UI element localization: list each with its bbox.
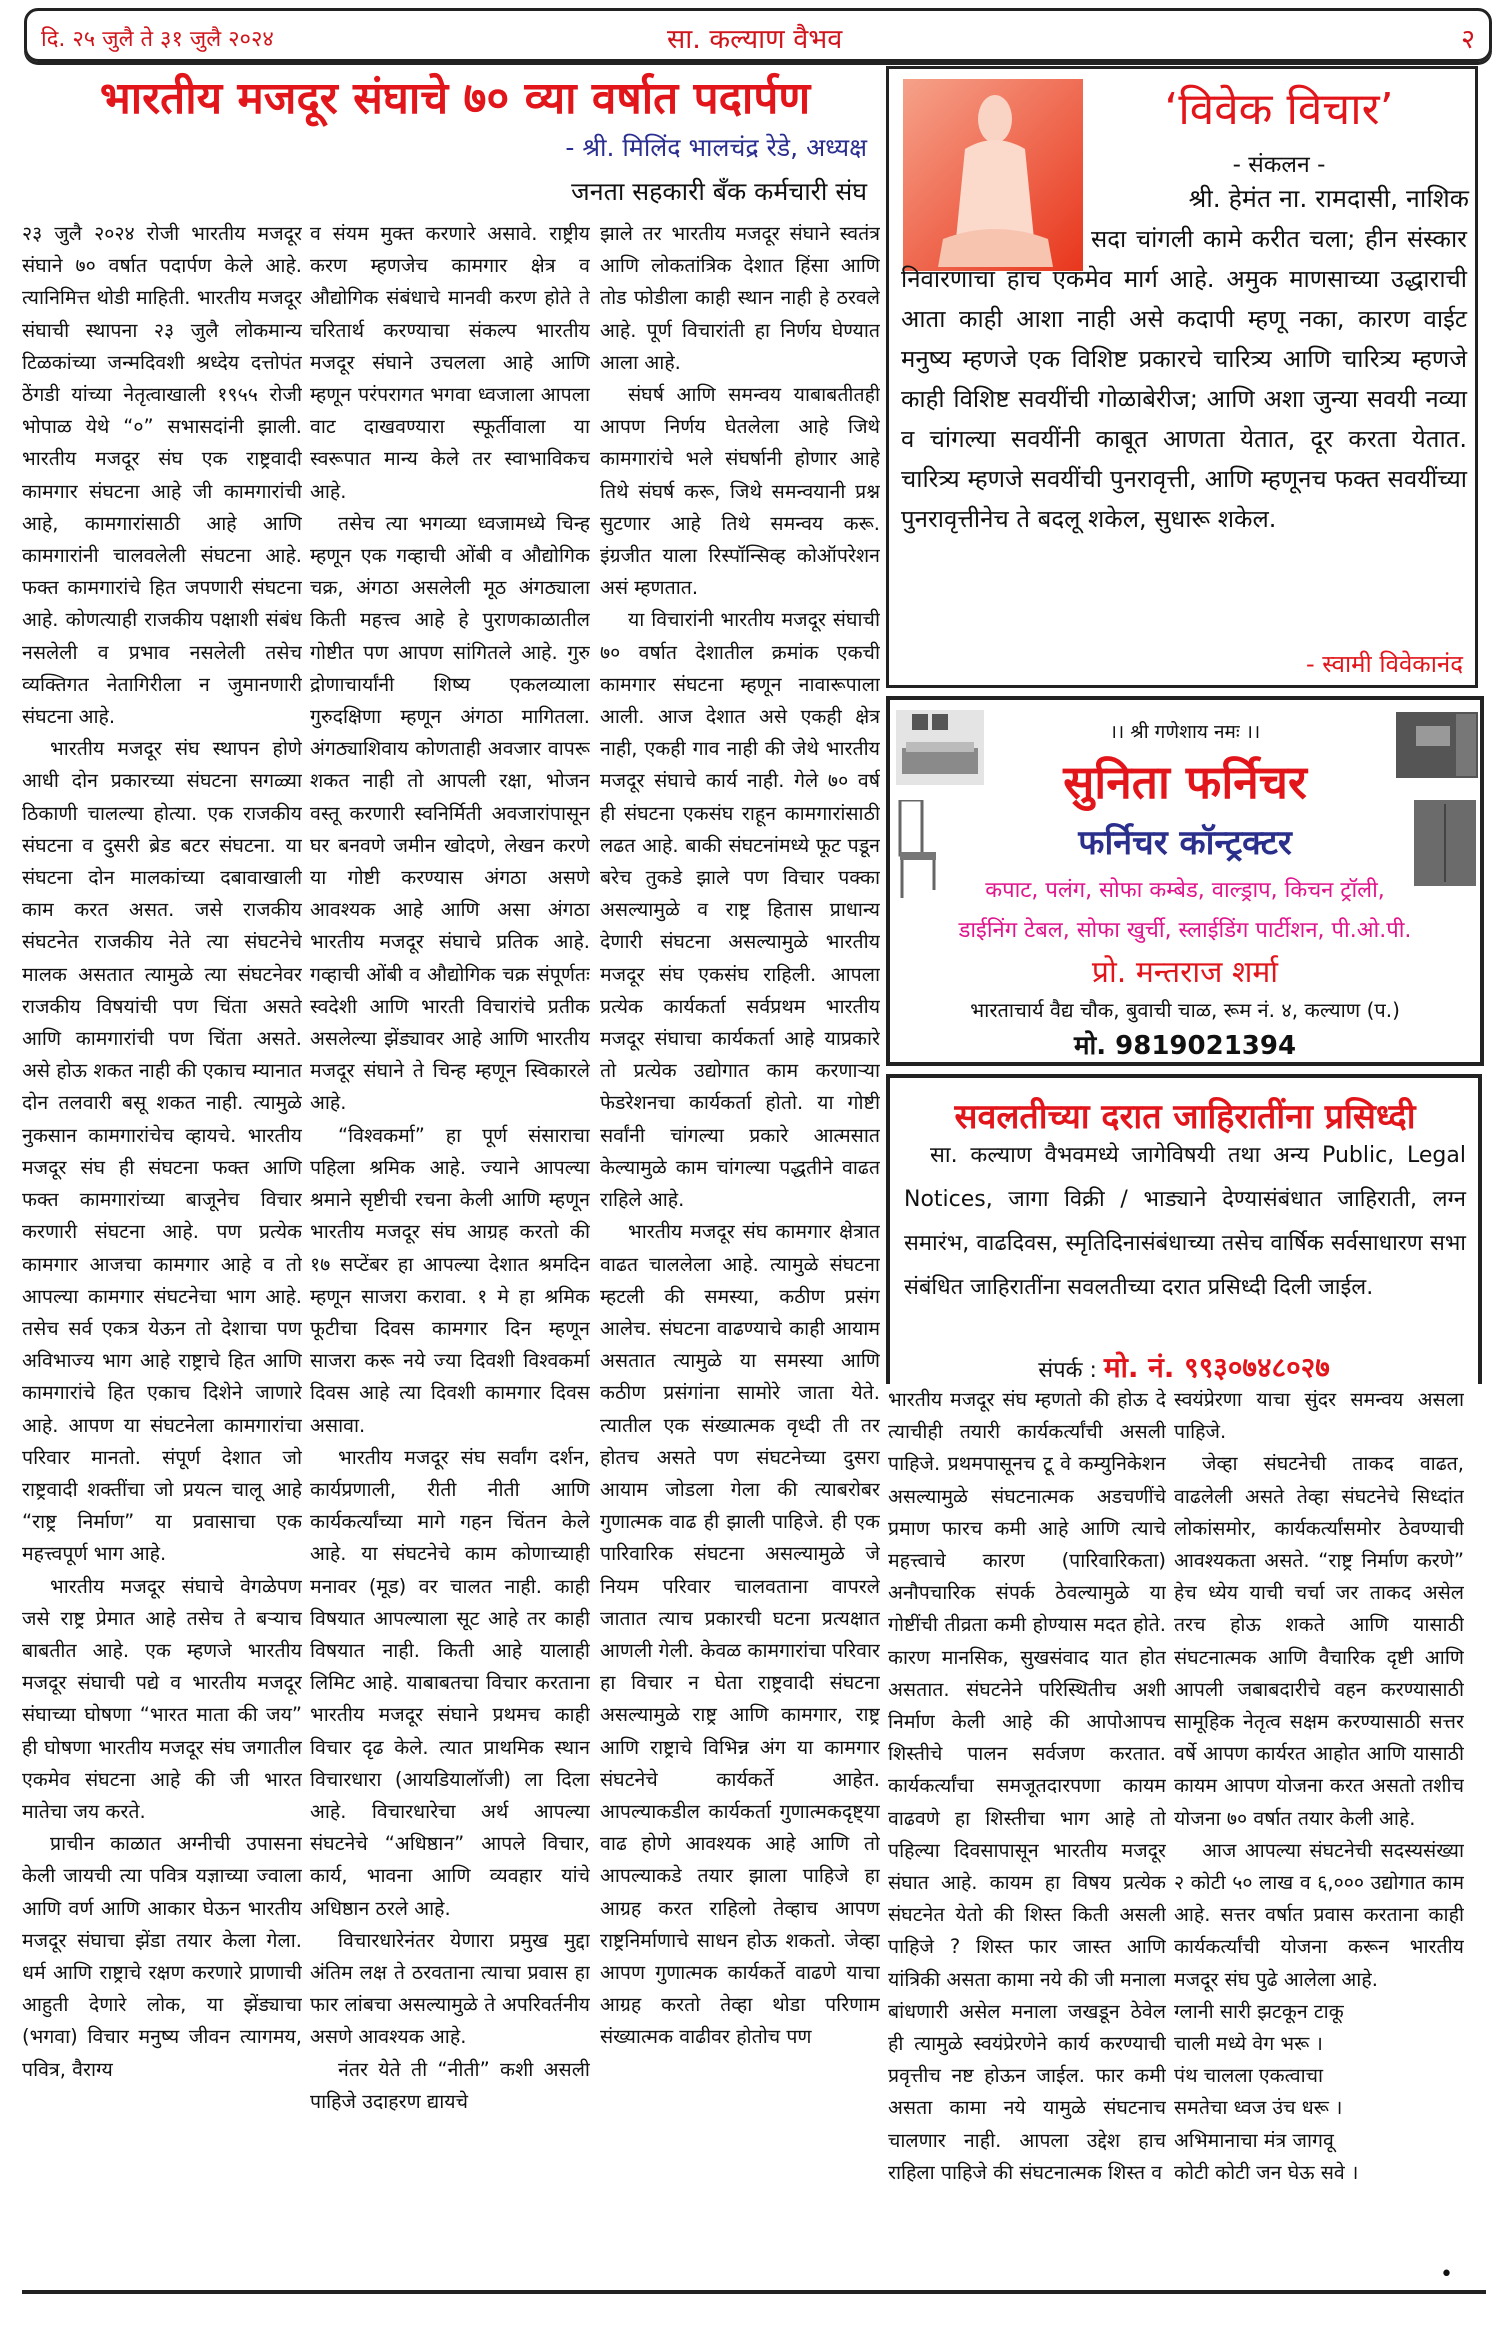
ad-rates-body: सा. कल्याण वैभवमध्ये जागेविषयी तथा अन्य Public, Legal Notices, जागा विक्री / भाड्याने देण्यासंबंधात जाहिराती, लग्न समारंभ, वाढदिवस, स्मृतिदिनासंबंधाच्या तसेच वार्षिक सर्वसाधारण सभा संबंधित जाहिरातींना सवलतीच्या दरात प्रसिध्दी दिली जाईल. [904,1143,1466,1300]
paragraph: भारतीय मजदूर संघ सर्वांग दर्शन, कार्यप्रणाली, रीती नीती आणि कार्यकर्त्यांच्या मागे गहन चिंतन केले आहे. या संघटनेचे काम कोणाच्याही मनावर (मूड) वर चालत नाही. काही विषयात आपल्याला सूट आहे तर काही विषयात नाही. किती आहे यालाही लिमिट आहे. याबाबतचा विचार करताना भारतीय मजदूर संघाने प्रथमच काही विचार दृढ केले. त्यात प्राथमिक स्थान विचारधारा (आयडियालॉजी) ला दिला आहे. विचारधारेचा अर्थ आपल्या संघटनेचे “अधिष्ठान” आपले विचार, कार्य, भावना आणि व्यवहार यांचे अधिष्ठान ठरले आहे. [310,1445,590,1920]
quote-signature: - स्वामी विवेकानंद [1306,650,1463,678]
paragraph: आज आपल्या संघटनेची सदस्यसंख्या २ कोटी ५० लाख व ६,००० उद्योगात काम आहे. सत्तर वर्षात प्रवास करताना काही कार्यकर्त्यांची योजना करून भारतीय मजदूर संघ पुढे आलेला आहे. [1174,1838,1464,1991]
article-column-1 [22,218,302,2286]
ad-rates-title: सवलतीच्या दरात जाहिरातींना प्रसिध्दी [954,1097,1416,1137]
invocation: ।। श्री गणेशाय नमः ।। [1109,721,1261,743]
shop-phone: मो. 9819021394 [1073,1031,1297,1061]
poem-line: ग्लानी सारी झटकून टाकू [1174,1999,1344,2023]
paragraph: जेव्हा संघटनेची ताकद वाढत, वाढलेली असते तेव्हा संघटनेचे सिध्दांत लोकांसमोर, कार्यकर्त्यांसमोर ठेवण्याची आवश्यकता असते. “राष्ट्र निर्माण करणे” हेच ध्येय याची चर्चा जर ताकद असेल तरच होऊ शकते आणि यासाठी संघटनात्मक आणि वैचारिक दृष्टी आणि आपली जबाबदारीचे वहन करण्यासाठी सामूहिक नेतृत्व सक्षम करण्यासाठी सत्तर वर्षे आपण कार्यरत आहोत आणि यासाठी कायम आपण योजना करत असतो तशीच योजना ७० वर्षात तयार केली आहे. [1174,1452,1464,1830]
shop-name: सुनिता फर्निचर [1063,755,1307,809]
contact-label: संपर्क : [1038,1358,1097,1383]
ad-rates-notice [886,1074,1482,1384]
paragraph: संघर्ष आणि समन्वय याबाबतीतही आपण निर्णय घेतलेला आहे जिथे कामगारांचे भले संघर्षानी होणार आहे तिथे संघर्ष करू, जिथे समन्वयानी प्रश्न सुटणार आहे तिथे समन्वय करू. इंग्रजीत याला रिस्पॉन्सिव्ह कोऑपरेशन असं म्हणतात. [600,383,880,600]
quote-text: सदा चांगली कामे करीत चला; हीन संस्कार निवारणाचा हाच एकमेव मार्ग आहे. अमुक माणसाच्या उद्धाराची आता काही आशा नाही असे कदापी म्हणू नका, कारण वाईट मनुष्य म्हणजे एक विशिष्ट प्रकारचे चारित्र्य आणि चारित्र्य म्हणजे काही विशिष्ट सवयींची गोळाबेरीज; आणि अशा जुन्या सवयी नव्या व चांगल्या सवयींनी काबूत आणता येतात, दूर करता येतात. चारित्र्य म्हणजे सवयींची पुनरावृत्ती, आणि म्हणूनच फक्त सवयींच्या पुनरावृत्तीनेच ते बदलू शकेल, सुधारू शकेल. [901,225,1467,533]
paragraph: २३ जुलै २०२४ रोजी भारतीय मजदूर संघाने ७० वर्षात पदार्पण केले आहे. त्यानिमित्त थोडी माहिती. भारतीय मजदूर संघाची स्थापना २३ जुलै लोकमान्य टिळकांच्या जन्मदिवशी श्रध्देय दत्तोपंत ठेंगडी यांच्या नेतृत्वाखाली १९५५ रोजी भोपाळ येथे “०” सभासदांनी झाली. भारतीय मजदूर संघ एक राष्ट्रवादी कामगार संघटना आहे जी कामगारांची आहे, कामगारांसाठी आहे आणि कामगारांनी चालवलेली संघटना आहे. फक्त कामगारांचे हित जपणारी संघटना आहे. कोणत्याही राजकीय पक्षाशी संबंध नसलेली व प्रभाव नसलेली तसेच व्यक्तिगत नेतागिरीला न जुमानणारी संघटना आहे. [22,222,302,729]
compiled-by-label: - संकलन - [1232,152,1326,178]
article-organization: जनता सहकारी बँक कर्मचारी संघ [571,177,867,206]
poem-line: चाली मध्ये वेग भरू । [1174,2032,1323,2056]
article-column-4 [888,1384,1166,2284]
vivek-vichar-title: ‘विवेक विचार’ [1164,84,1394,135]
paragraph: तसेच त्या भगव्या ध्वजामध्ये चिन्ह म्हणून एक गव्हाची ओंबी व औद्योगिक चक्र, अंगठा असलेली मूठ अंगठ्याला किती महत्त्व आहे हे पुराणकाळातील गोष्टीत पण आपण सांगितले आहे. गुरु द्रोणाचार्यांनी शिष्य एकलव्याला गुरुदक्षिणा म्हणून अंगठा मागितला. अंगठ्याशिवाय कोणताही अवजार वापरू शकत नाही तो आपली रक्षा, भोजन वस्तू करणारी स्वनिर्मिती अवजारांपासून घर बनवणे जमीन खोदणे, लेखन करणे या गोष्टी करण्यास अंगठा असणे आवश्यक आहे आणि असा अंगठा भारतीय मजदूर संघाचे प्रतिक आहे. गव्हाची ओंबी व औद्योगिक चक्र संपूर्णतः स्वदेशी आणि भारती विचारांचे प्रतीक असलेल्या झेंड्यावर आहे आणि भारतीय मजदूर संघाने ते चिन्ह म्हणून स्विकारले आहे. [310,511,590,1115]
poem-line: कोटी कोटी जन घेऊ सवे । [1174,2160,1359,2184]
poem-line: समतेचा ध्वज उंच धरू । [1174,2096,1343,2120]
article-headline: भारतीय मजदूर संघाचे ७० व्या वर्षात पदार्पण [99,73,811,124]
article-column-5 [1174,1384,1464,2284]
issue-date: दि. २५ जुलै ते ३१ जुलै २०२४ [41,27,274,52]
bottom-rule [22,2290,1486,2294]
paragraph: भारतीय मजदूर संघ स्थापन होणे आधी दोन प्रकारच्या संघटना सगळ्या ठिकाणी चालल्या होत्या. एक राजकीय संघटना व दुसरी ब्रेड बटर संघटना. या संघटना दोन मालकांच्या दबावाखाली काम करत असत. जसे राजकीय संघटनेत राजकीय नेते त्या संघटनेचे मालक असतात त्यामुळे त्या संघटनेवर राजकीय विषयांची पण चिंता असते आणि कामगारांची पण चिंता असते. असे होऊ शकत नाही की एकाच म्यानात दोन तलवारी बसू शकत नाही. त्यामुळे नुकसान कामगारांचेच व्हायचे. भारतीय मजदूर संघ ही संघटना फक्त आणि फक्त कामगारांच्या बाजूनेच विचार करणारी संघटना आहे. पण प्रत्येक कामगार आजचा कामगार आहे व तो आपल्या कामगार संघटनेचा भाग आहे. तसेच सर्व एकत्र येऊन तो देशाचा पण अविभाज्य भाग आहे राष्ट्राचे हित आणि कामगारांचे हित एकाच दिशेने जाणारे आहे. आपण या संघटनेला कामगारांचा परिवार मानतो. संपूर्ण देशात जो राष्ट्रवादी शक्तींचा जो प्रयत्न चालू आहे “राष्ट्र निर्माण” या प्रवासाचा एक महत्त्वपूर्ण भाग आहे. [22,737,302,1566]
paragraph: नंतर येते ती “नीती” कशी असली पाहिजे उदाहरण द्यायचे [310,2057,590,2113]
paragraph: या विचारांनी भारतीय मजदूर संघाची ७० वर्षात देशातील क्रमांक एकची कामगार संघटना म्हणून नावारूपाला आली. आज देशात असे एकही क्षेत्र नाही, एकही गाव नाही की जेथे भारतीय मजदूर संघाचे कार्य नाही. गेले ७० वर्ष ही संघटना एकसंघ राहून कामगारांसाठी लढत आहे. बाकी संघटनांमध्ये फूट पडून बरेच तुकडे झाले पण विचार पक्का असल्यामुळे व राष्ट्र हितास प्राधान्य देणारी संघटना असल्यामुळे भारतीय मजदूर संघ एकसंघ राहिली. आपला प्रत्येक कार्यकर्ता सर्वप्रथम भारतीय मजदूर संघाचा कार्यकर्ता आहे याप्रकारे तो प्रत्येक उद्योगात काम करणाऱ्या फेडरेशनचा कार्यकर्ता होतो. या गोष्टी सर्वांनी चांगल्या प्रकारे आत्मसात केल्यामुळे काम चांगल्या पद्धतीने वाढत राहिले आहे. [600,608,880,1212]
page-header [24,8,1492,62]
paragraph: “विश्वकर्मा” हा पूर्ण संसाराचा पहिला श्रमिक आहे. ज्याने आपल्या श्रमाने सृष्टीची रचना केली आणि म्हणून भारतीय मजदूर संघ आग्रह करतो की १७ सप्टेंबर हा आपल्या देशात श्रमदिन म्हणून साजरा करावा. १ मे हा श्रमिक फूटीचा दिवस कामगार दिन म्हणून साजरा करू नये ज्या दिवशी विश्वकर्मा दिवस आहे त्या दिवशी कामगार दिवस असावा. [310,1123,590,1437]
paragraph: भारतीय मजदूर संघ म्हणतो की होऊ दे त्याचीही तयारी कार्यकर्त्यांची असली पाहिजे. प्रथमपासूनच टू वे कम्युनिकेशन असल्यामुळे संघटनात्मक अडचणींचे प्रमाण फारच कमी आहे आणि त्याचे महत्त्वाचे कारण (पारिवारिकता) अनौपचारिक संपर्क ठेवल्यामुळे या गोष्टींची तीव्रता कमी होण्यास मदत होते. कारण मानसिक, सुखसंवाद यात होत असतात. संघटनेने परिस्थितीच अशी निर्माण केली आहे की आपोआपच शिस्तीचे पालन सर्वजण करतात. कार्यकर्त्यांचा समजूतदारपणा कायम वाढवणे हा शिस्तीचा भाग आहे तो पहिल्या दिवसापासून भारतीय मजदूर संघात आहे. कायम हा विषय प्रत्येक संघटनेत येतो की शिस्त किती असली पाहिजे ? शिस्त फार जास्त आणि यांत्रिकी असता कामा नये की जी मनाला बांधणारी असेल मनाला जखडून ठेवेल ही त्यामुळे स्वयंप्रेरणेने कार्य करण्याची प्रवृत्तीच नष्ट होऊन जाईल. फार कमी असता कामा नये यामुळे संघटनाच चालणार नाही. आपला उद्देश हाच राहिला पाहिजे की संघटनात्मक शिस्त व [888,1388,1166,2184]
contact-number: मो. नं. ९९३०७४८०२७ [1103,1351,1330,1384]
poem-line: पंथ चालला एकत्वाचा [1174,2064,1324,2088]
article-column-3 [600,218,880,2286]
article-column-2 [310,218,590,2286]
paragraph: विचारधारेनंतर येणारा प्रमुख मुद्दा अंतिम लक्ष ते ठरवताना त्याचा प्रवास हा फार लांबचा असल्यामुळे ते अपरिवर्तनीय असणे आवश्यक आहे. [310,1928,590,2049]
ad-contact [890,1348,1478,1386]
newspaper-name: सा. कल्याण वैभव [667,24,843,55]
paragraph: व संयम मुक्त करणारे असावे. राष्ट्रीय करण म्हणजेच कामगार क्षेत्र व औद्योगिक संबंधाचे मानवी करण होते ते चरितार्थ करण्याचा संकल्प भारतीय मजदूर संघाने उचलला आहे आणि म्हणून परंपरागत भगवा ध्वजाला आपला वाट दाखवण्यारा स्फूर्तीवाला या स्वरूपात मान्य केले तर स्वाभाविकच आहे. [310,222,590,503]
paragraph: स्वयंप्रेरणा याचा सुंदर समन्वय असला पाहिजे. [1174,1388,1464,1444]
paragraph: झाले तर भारतीय मजदूर संघाने स्वतंत्र आणि लोकतांत्रिक देशात हिंसा आणि तोड फोडीला काही स्थान नाही हे ठरवले आहे. पूर्ण विचारांती हा निर्णय घेण्यात आला आहे. [600,222,880,374]
paragraph: भारतीय मजदूर संघ कामगार क्षेत्रात वाढत चाललेला आहे. त्यामुळे संघटना म्हटली की समस्या, कठीण प्रसंग आलेच. संघटना वाढण्याचे काही आयाम असतात त्यामुळे या समस्या आणि कठीण प्रसंगांना सामोरे जाता येते. त्यातील एक संख्यात्मक वृध्दी ती तर होतच असते पण संघटनेच्या दुसरा आयाम जोडला गेला की त्याबरोबर गुणात्मक वाढ ही झाली पाहिजे. ही एक पारिवारिक संघटना असल्यामुळे जे नियम परिवार चालवताना वापरले जातात त्याच प्रकारची घटना प्रत्यक्षात आणली गेली. केवळ कामगारांचा परिवार हा विचार न घेता राष्ट्रवादी संघटना असल्यामुळे राष्ट्र आणि कामगार, राष्ट्र आणि राष्ट्राचे विभिन्न अंग या कामगार संघटनेचे कार्यकर्ते आहेत. आपल्याकडील कार्यकर्ता गुणात्मकदृष्ट्या वाढ होणे आवश्यक आहे आणि तो आपल्याकडे तयार झाला पाहिजे हा आग्रह करत राहिलो तेव्हाच आपण राष्ट्रनिर्माणाचे साधन होऊ शकतो. जेव्हा आपण गुणात्मक कार्यकर्ते वाढणे याचा आग्रह करतो तेव्हा थोडा परिणाम संख्यात्मक वाढीवर होतोच पण [600,1220,880,2049]
shop-address: भारताचार्य वैद्य चौक, बुवाची चाळ, रूम नं. ४, कल्याण (प.) [970,998,1400,1022]
product-list-line-1: कपाट, पलंग, सोफा कम्बेड, वाल्ड्राप, किचन ट्रॉली, [985,878,1385,903]
proprietor-name: प्रो. मन्तराज शर्मा [1091,955,1279,990]
paragraph: प्राचीन काळात अग्नीची उपासना केली जायची त्या पवित्र यज्ञाच्या ज्वाला आणि वर्ण आणि आकार घेऊन भारतीय मजदूर संघाचा झेंडा तयार केला गेला. धर्म आणि राष्ट्राचे रक्षण करणारे प्राणाची आहुती देणारे लोक, या झेंड्याचा (भगवा) विचार मनुष्य जीवन त्यागमय, पवित्र, वैराग्य [22,1832,302,2081]
vivek-vichar-box [886,66,1478,688]
poem-line: अभिमानाचा मंत्र जागवू [1174,2128,1334,2152]
article-byline: - श्री. मिलिंद भालचंद्र रेडे, अध्यक्ष [565,133,867,162]
compiler-name: श्री. हेमंत ना. रामदासी, नाशिक [1188,184,1469,213]
shop-subtitle: फर्निचर कॉन्ट्रक्टर [1078,823,1292,863]
paragraph: भारतीय मजदूर संघाचे वेगळेपण जसे राष्ट्र प्रेमात आहे तसेच ते बऱ्याच बाबतीत आहे. एक म्हणजे भारतीय मजदूर संघाची पद्ये व भारतीय मजदूर संघाच्या घोषणा “भारत माता की जय” ही घोषणा भारतीय मजदूर संघ जगातील एकमेव संघटना आहे की जी भारत मातेचा जय करते. [22,1574,302,1823]
furniture-advertisement [886,696,1484,1066]
end-bullet-icon: • [1440,2262,1453,2287]
page-number: २ [1460,24,1475,55]
product-list-line-2: डाईनिंग टेबल, सोफा खुर्ची, स्लाईडिंग पार्टीशन, पी.ओ.पी. [958,918,1412,943]
